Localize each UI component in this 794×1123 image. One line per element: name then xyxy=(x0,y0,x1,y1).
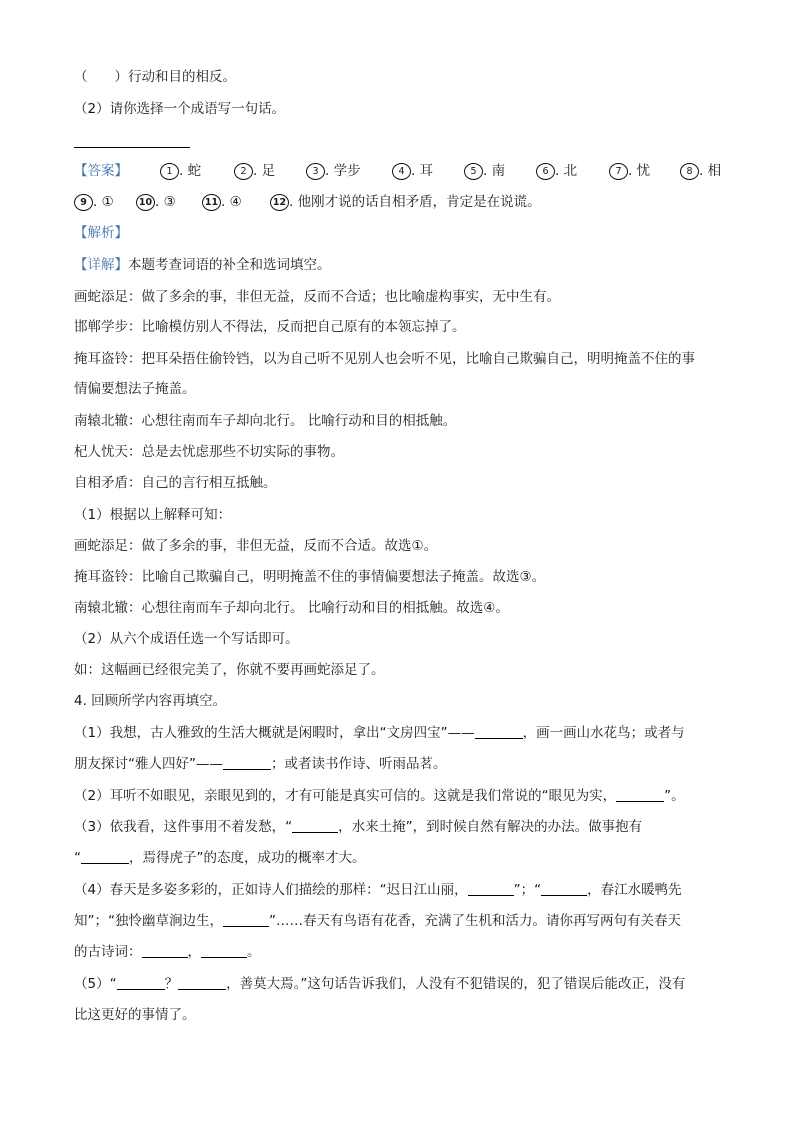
answer-text: 蛇 xyxy=(187,163,202,179)
fill-blank[interactable] xyxy=(223,756,271,770)
text-segment: ，春江水暖鸭先 xyxy=(587,882,682,898)
answer-text: ① xyxy=(101,194,114,210)
answer-item: 6 . 北 xyxy=(536,162,577,180)
text-segment: ， xyxy=(187,944,201,960)
circled-number: 2 xyxy=(234,163,253,180)
explanation-line: 掩耳盗铃：比喻自己欺骗自己，明明掩盖不住的事情偏要想法子掩盖。故选③。 xyxy=(74,569,546,585)
circled-number: 10 xyxy=(136,194,155,211)
fill-blank[interactable] xyxy=(541,882,587,896)
fill-blank-line xyxy=(74,755,447,773)
circled-number: 9 xyxy=(74,194,93,211)
fill-blank-line xyxy=(74,881,682,899)
answer-text: 忧 xyxy=(636,163,651,179)
text-segment: （1）我想，古人雅致的生活大概就是闲暇时，拿出“文房四宝”—— xyxy=(74,725,475,741)
explanation-line: （2）从六个成语任选一个写话即可。 xyxy=(74,631,299,647)
text-segment: ，水来土掩”，到时候自然有解决的办法。做事抱有 xyxy=(338,819,643,835)
fill-blank-line: 比这更好的事情了。 xyxy=(74,1007,196,1023)
detail-tag: 【详解】 xyxy=(74,257,128,273)
text-segment: ”……春天有鸟语有花香，充满了生机和活力。请你再写两句有关春天 xyxy=(269,913,681,929)
text-segment: （5）“ xyxy=(74,976,117,992)
answer-row-1 xyxy=(74,162,724,180)
answer-item: 2 . 足 xyxy=(234,162,275,180)
fill-blank-line xyxy=(74,849,366,867)
answer-text: 相 xyxy=(707,163,722,179)
text-segment: ，画一画山水花鸟；或者与 xyxy=(522,725,685,741)
answer-item: 12 . 他刚才说的话自相矛盾，肯定是在说谎。 xyxy=(270,193,541,211)
fill-blank[interactable] xyxy=(475,725,523,739)
answer-item: 9 . ① xyxy=(74,193,114,211)
idiom-explanation: 掩耳盗铃：把耳朵捂住偷铃铛，以为自己听不见别人也会听不见，比喻自己欺骗自己，明明掩盖不住的事 xyxy=(74,351,695,367)
circled-number: 6 xyxy=(536,163,555,180)
explanation-line: 如：这幅画已经很完美了，你就不要再画蛇添足了。 xyxy=(74,662,385,678)
circled-number: 4 xyxy=(392,163,411,180)
answer-text: ③ xyxy=(163,194,176,210)
answer-item: 10 . ③ xyxy=(136,193,176,211)
fill-blank-line xyxy=(74,912,681,930)
idiom-explanation-cont: 情偏要想法子掩盖。 xyxy=(74,381,196,397)
answer-item: 7 . 忧 xyxy=(609,162,650,180)
answer-item: 11 . ④ xyxy=(202,193,242,211)
answer-text: 北 xyxy=(563,163,578,179)
circled-number: 12 xyxy=(270,194,289,211)
fill-blank-line xyxy=(74,818,642,836)
circled-number: 7 xyxy=(609,163,628,180)
text-segment: ，善莫大焉。”这句话告诉我们，人没有不犯错误的，犯了错误后能改正，没有 xyxy=(226,976,686,992)
circled-number: 11 xyxy=(202,194,221,211)
fill-blank[interactable] xyxy=(292,819,338,833)
idiom-explanation: 杞人忧天：总是去忧虑那些不切实际的事物。 xyxy=(74,444,344,460)
answer-item: 5 . 南 xyxy=(464,162,505,180)
circled-number: 8 xyxy=(680,163,699,180)
circled-number: 5 xyxy=(464,163,483,180)
answer-text: 耳 xyxy=(419,163,434,179)
answer-text: 他刚才说的话自相矛盾，肯定是在说谎。 xyxy=(297,194,541,210)
explanation-line: 南辕北辙：心想往南而车子却向北行。 比喻行动和目的相抵触。故选④。 xyxy=(74,600,509,616)
text-segment: 的古诗词： xyxy=(74,944,142,960)
text-segment: ”。 xyxy=(664,788,685,804)
explanation-line: （1）根据以上解释可知： xyxy=(74,507,232,523)
idiom-explanation: 画蛇添足：做了多余的事，非但无益，反而不合适；也比喻虚构事实，无中生有。 xyxy=(74,289,560,305)
text-segment: “ xyxy=(74,850,81,866)
text-segment: ？ xyxy=(164,976,179,992)
fill-blank-line xyxy=(74,787,685,805)
text-segment: （4）春天是多姿多彩的，正如诗人们描绘的那样：“迟日江山丽， xyxy=(74,882,468,898)
text-segment: （3）依我看，这件事用不着发愁，“ xyxy=(74,819,293,835)
fill-blank-line xyxy=(74,943,261,961)
answer-text: 南 xyxy=(491,163,506,179)
question-line-blank: （ ）行动和目的相反。 xyxy=(74,69,236,85)
text-segment: （2）耳听不如眼见，亲眼见到的，才有可能是真实可信的。这就是我们常说的“眼见为实， xyxy=(74,788,617,804)
answer-text: ④ xyxy=(229,194,242,210)
fill-blank-line xyxy=(74,975,685,993)
fill-blank[interactable] xyxy=(223,913,269,927)
detail-line xyxy=(74,256,331,274)
analysis-tag: 【解析】 xyxy=(74,225,128,241)
explanation-line: 画蛇添足：做了多余的事，非但无益，反而不合适。故选①。 xyxy=(74,538,438,554)
circled-number: 1 xyxy=(160,163,179,180)
answer-tag: 【答案】 xyxy=(74,163,128,179)
detail-text: 本题考查词语的补全和选词填空。 xyxy=(128,257,331,273)
text-segment: ，焉得虎子”的态度，成功的概率才大。 xyxy=(129,850,366,866)
fill-blank[interactable] xyxy=(468,882,514,896)
answer-text: 学步 xyxy=(333,163,361,179)
answer-item: 4 . 耳 xyxy=(392,162,433,180)
fill-blank[interactable] xyxy=(201,944,247,958)
answer-row-2 xyxy=(74,193,724,211)
circled-number: 3 xyxy=(306,163,325,180)
idiom-explanation: 南辕北辙：心想往南而车子却向北行。 比喻行动和目的相抵触。 xyxy=(74,413,457,429)
answer-item: 3 . 学步 xyxy=(306,162,361,180)
text-segment: 。 xyxy=(247,944,261,960)
fill-blank[interactable] xyxy=(142,944,188,958)
fill-blank-line xyxy=(74,724,685,742)
answer-item: 8 . 相 xyxy=(680,162,721,180)
text-segment: ”；“ xyxy=(513,882,542,898)
fill-blank[interactable] xyxy=(178,976,226,990)
question-4-title: 4. 回顾所学内容再填空。 xyxy=(74,693,227,709)
fill-blank[interactable] xyxy=(616,788,664,802)
fill-blank[interactable] xyxy=(81,850,129,864)
text-segment: ；或者读书作诗、听雨品茗。 xyxy=(271,756,447,772)
answer-item: 1 . 蛇 xyxy=(160,162,201,180)
question-line-2: （2）请你选择一个成语写一句话。 xyxy=(74,101,286,117)
fill-blank[interactable] xyxy=(117,976,165,990)
answer-text: 足 xyxy=(261,163,276,179)
text-segment: 朋友探讨“雅人四好”—— xyxy=(74,756,223,772)
answer-underline xyxy=(74,147,190,148)
idiom-explanation: 邯郸学步：比喻模仿别人不得法，反而把自己原有的本领忘掉了。 xyxy=(74,319,466,335)
idiom-explanation: 自相矛盾：自己的言行相互抵触。 xyxy=(74,475,277,491)
text-segment: 知”；“独怜幽草涧边生， xyxy=(74,913,223,929)
